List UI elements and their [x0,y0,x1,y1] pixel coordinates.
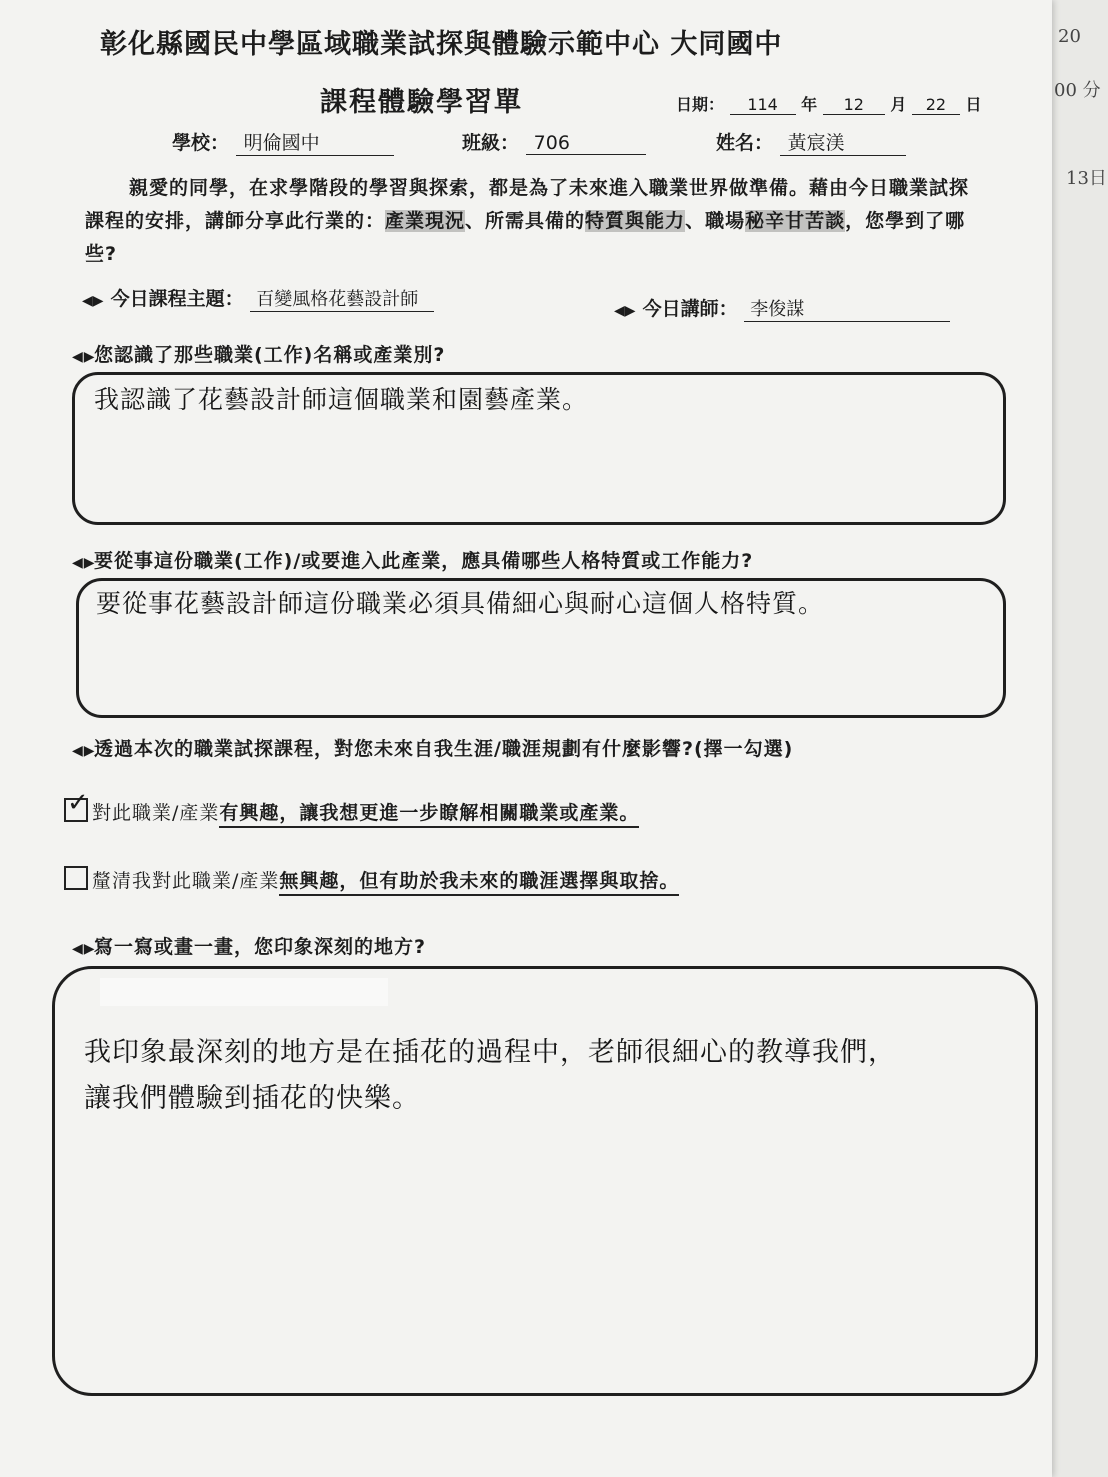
answer-2: 要從事花藝設計師這份職業必須具備細心與耐心這個人格特質。 [96,589,825,618]
question-text: 要從事這份職業(工作)/或要進入此產業，應具備哪些人格特質或工作能力? [94,550,754,572]
date-day: 22 [912,95,960,115]
answer-line: 讓我們體驗到插花的快樂。 [84,1083,420,1114]
answer-1: 我認識了花藝設計師這個職業和園藝產業。 [94,385,589,414]
class-value: 706 [526,132,646,155]
pointer-icon: ◀▶ [72,941,96,957]
topic-value: 百變風格花藝設計師 [250,285,434,312]
pointer-icon: ◀▶ [72,555,96,571]
background-text: 13日 [1066,168,1107,189]
class-label: 班級： [462,132,520,154]
name-label: 姓名： [716,132,774,154]
name-value: 黃宸渼 [780,128,906,156]
answer-4 [84,1030,896,1122]
answer-line: 我印象最深刻的地方是在插花的過程中，老師很細心的教導我們， [84,1037,896,1068]
background-text: 00 分 [1054,80,1101,101]
intro-highlight: 特質與能力 [585,210,686,232]
document-subtitle: 課程體驗學習單 [320,87,523,118]
name-field [716,128,906,156]
teacher-field [614,294,950,322]
pointer-icon: ◀▶ [614,303,636,319]
date-label: 日期： [676,95,725,114]
question-2 [72,546,753,573]
option-interested[interactable] [64,788,640,825]
date-line [676,92,982,115]
erased-area [100,978,388,1006]
question-1 [72,340,445,367]
question-3 [72,734,793,761]
intro-highlight: 產業現況 [385,210,466,232]
teacher-label: 今日講師： [642,298,738,320]
pointer-icon: ◀▶ [72,743,96,759]
question-text: 您認識了那些職業(工作)名稱或產業別? [94,344,446,366]
intro-text: 親愛的同學，在求學階段的學習與探索，都是為了未來進入職業世界做準備。藉由今日職業試探課程的安排，講師分享此行業的： [85,177,970,232]
pointer-icon: ◀▶ [82,293,104,309]
topic-field [82,284,434,312]
school-value: 明倫國中 [236,128,394,156]
option-prefix: 對此職業/產業 [92,802,220,824]
teacher-value: 李俊謀 [744,295,950,322]
pointer-icon: ◀▶ [72,349,96,365]
day-unit: 日 [965,95,982,114]
checkbox-checked[interactable] [64,788,90,822]
question-text: 透過本次的職業試探課程，對您未來自我生涯/職涯規劃有什麼影響?(擇一勾選) [94,738,794,760]
year-unit: 年 [801,95,818,114]
option-emphasis: 無興趣，但有助於我未來的職涯選擇與取捨。 [279,870,679,896]
option-not-interested[interactable] [64,866,679,893]
background-text: 20 [1058,26,1081,47]
intro-text: 、所需具備的 [465,210,586,232]
checkbox-unchecked[interactable] [64,866,88,890]
date-month: 12 [823,95,885,115]
intro-paragraph [85,172,985,271]
question-text: 寫一寫或畫一畫，您印象深刻的地方? [94,936,427,958]
check-icon: ✓ [67,788,90,818]
option-prefix: 釐清我對此職業/產業 [92,870,280,892]
document-title: 彰化縣國民中學區域職業試探與體驗示範中心 大同國中 [100,29,783,60]
school-label: 學校： [172,132,230,154]
option-emphasis: 有興趣，讓我想更進一步瞭解相關職業或產業。 [219,802,639,828]
topic-label: 今日課程主題： [110,288,244,310]
question-4 [72,932,426,959]
intro-text: ，您學到了哪些? [85,210,966,265]
intro-highlight: 秘辛甘苦談 [745,210,846,232]
class-field [462,128,646,155]
intro-text: 、職場 [685,210,746,232]
school-field [172,128,394,156]
date-year: 114 [730,95,796,115]
month-unit: 月 [890,95,907,114]
